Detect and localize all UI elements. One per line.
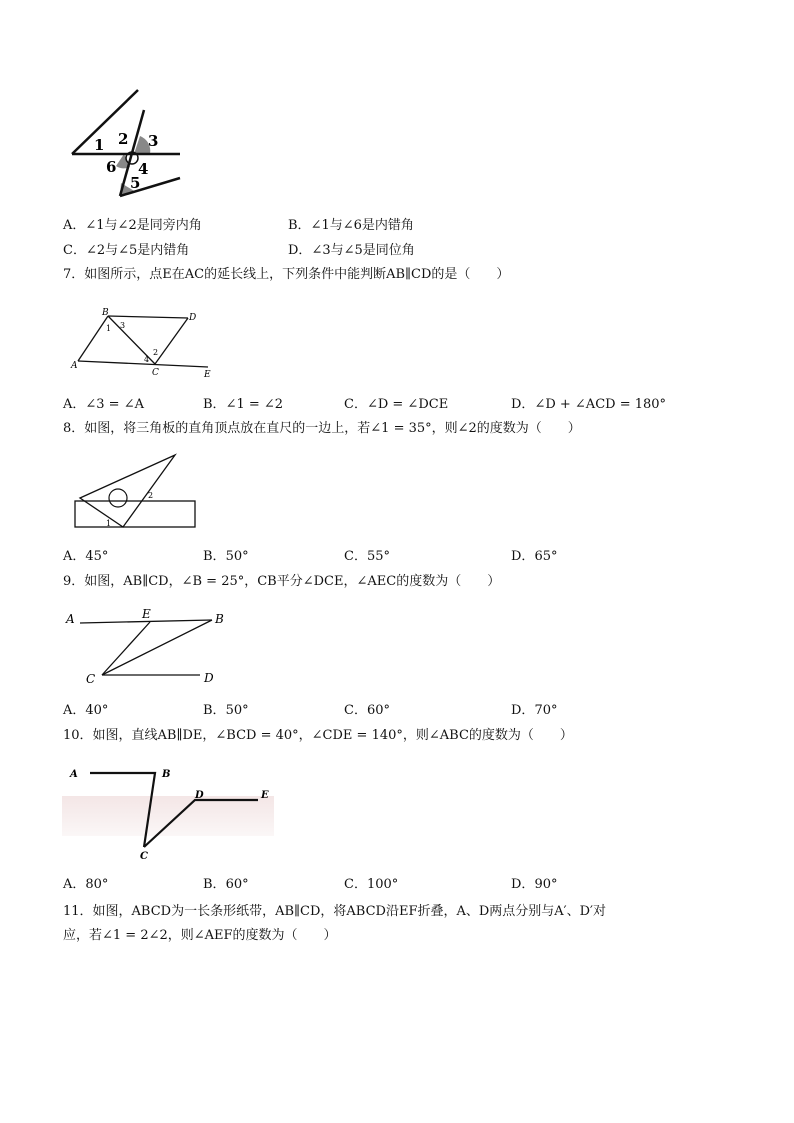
q11-stem-line-1: 11．如图，ABCD为一长条形纸带，AB∥CD，将ABCD沿EF折叠，A、D两点分别与A′、D′对 [63, 904, 606, 919]
q7-label-3: 3 [120, 321, 126, 330]
q10-label-d: D [195, 790, 204, 801]
q10-option-c[interactable]: C．100° [344, 877, 399, 892]
q9-label-c: C [86, 672, 96, 686]
q9-stem: 9．如图，AB∥CD，∠B = 25°，CB平分∠DCE，∠AEC的度数为（ ） [63, 574, 501, 589]
q8-option-d[interactable]: D．65° [511, 549, 558, 564]
q8-label-2: 2 [148, 491, 154, 500]
q6-option-b[interactable]: B．∠1与∠6是内错角 [288, 218, 414, 233]
q10-label-c: C [140, 851, 148, 862]
q9-option-d[interactable]: D．70° [511, 703, 558, 718]
q6-label-6: 6 [106, 158, 117, 176]
q9-line-cb [102, 620, 212, 675]
q9-label-b: B [215, 612, 224, 626]
q7-label-1: 1 [106, 324, 112, 333]
q6-option-d[interactable]: D．∠3与∠5是同位角 [288, 243, 415, 258]
q7-label-a: A [71, 361, 78, 371]
q6-label-4: 4 [138, 160, 149, 178]
q10-option-a[interactable]: A．80° [63, 877, 109, 892]
q10-label-b: B [162, 769, 171, 780]
q7-line-ae [78, 361, 208, 367]
q7-line-cd [155, 318, 188, 364]
q6-label-2: 2 [118, 130, 129, 148]
q8-label-1: 1 [106, 519, 112, 528]
q11-stem-line-2: 应，若∠1 = 2∠2，则∠AEF的度数为（ ） [63, 928, 337, 943]
q6-label-5: 5 [130, 174, 141, 192]
q6-line-lower [120, 178, 180, 196]
q7-label-d: D [189, 313, 197, 323]
q9-line-ce [102, 622, 150, 675]
q10-option-d[interactable]: D．90° [511, 877, 558, 892]
q7-label-b: B [102, 308, 109, 318]
q7-option-c[interactable]: C．∠D = ∠DCE [344, 397, 449, 412]
q7-label-c: C [152, 368, 159, 378]
q8-stem: 8．如图，将三角板的直角顶点放在直尺的一边上，若∠1 = 35°，则∠2的度数为（ ） [63, 421, 581, 436]
q10-stem: 10．如图，直线AB∥DE，∠BCD = 40°，∠CDE = 140°，则∠ABC的度数为（ ） [63, 728, 573, 743]
q7-option-d[interactable]: D．∠D + ∠ACD = 180° [511, 397, 667, 412]
q7-label-4: 4 [144, 355, 150, 364]
q6-label-3: 3 [148, 132, 159, 150]
q8-triangle-hole [109, 489, 127, 507]
q8-triangle-plate [80, 455, 175, 527]
q8-option-c[interactable]: C．55° [344, 549, 390, 564]
q7-label-2: 2 [153, 348, 159, 357]
q7-option-a[interactable]: A．∠3 = ∠A [63, 397, 144, 412]
q8-figure [70, 452, 200, 532]
q9-option-c[interactable]: C．60° [344, 703, 390, 718]
q10-tinted-background [62, 796, 274, 836]
q8-option-a[interactable]: A．45° [63, 549, 109, 564]
q8-option-b[interactable]: B．50° [203, 549, 249, 564]
q6-label-1: 1 [94, 136, 105, 154]
q9-label-d: D [204, 671, 214, 685]
q9-option-b[interactable]: B．50° [203, 703, 249, 718]
q7-line-bd [108, 316, 188, 318]
q7-label-e: E [204, 370, 211, 380]
q6-option-c[interactable]: C．∠2与∠5是内错角 [63, 243, 190, 258]
q10-label-a: A [70, 769, 78, 780]
q7-figure [68, 305, 218, 380]
q10-option-b[interactable]: B．60° [203, 877, 249, 892]
q8-ruler [75, 501, 195, 527]
q6-option-a[interactable]: A．∠1与∠2是同旁内角 [63, 218, 202, 233]
q7-line-ab [78, 316, 108, 361]
q9-label-a: A [66, 612, 75, 626]
q10-figure [62, 760, 277, 865]
q7-option-b[interactable]: B．∠1 = ∠2 [203, 397, 284, 412]
q9-figure [62, 603, 232, 688]
q6-figure [68, 88, 188, 200]
q7-stem: 7．如图所示，点E在AC的延长线上，下列条件中能判断AB∥CD的是（ ） [63, 267, 510, 282]
q9-option-a[interactable]: A．40° [63, 703, 109, 718]
q9-label-e: E [142, 607, 151, 621]
q10-label-e: E [261, 790, 269, 801]
